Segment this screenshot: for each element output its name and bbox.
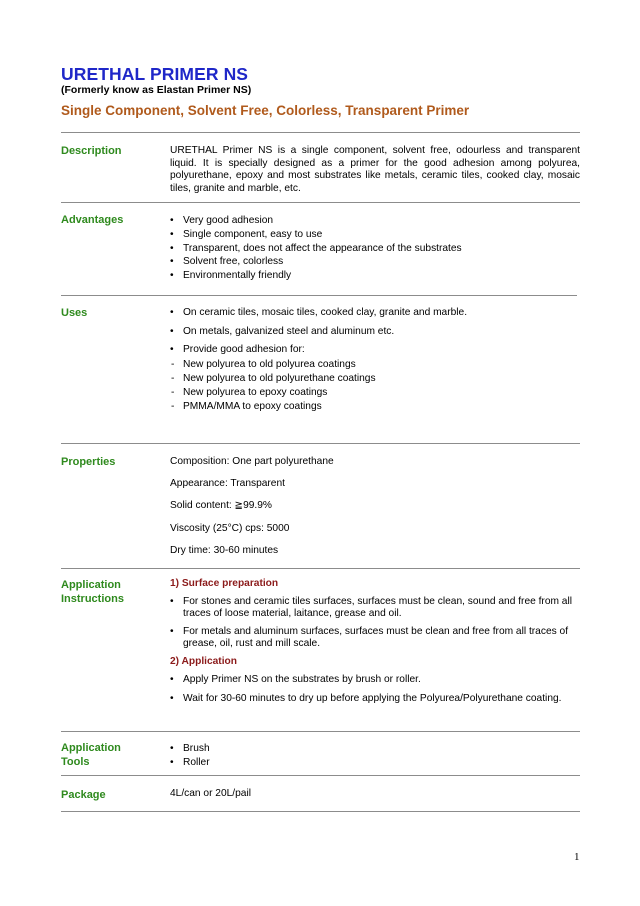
- application-tools-label: Application Tools: [61, 742, 121, 768]
- property-appearance: Appearance: Transparent: [170, 478, 285, 490]
- section-divider: [61, 132, 580, 133]
- section-divider: [61, 295, 577, 296]
- product-title: URETHAL PRIMER NS: [61, 64, 249, 84]
- list-item: - PMMA/MMA to epoxy coatings: [170, 400, 580, 414]
- list-item: • Environmentally friendly: [170, 269, 580, 283]
- section-divider: [61, 731, 580, 732]
- product-former-name: (Formerly know as Elastan Primer NS): [61, 84, 252, 96]
- list-item: • On ceramic tiles, mosaic tiles, cooked clay, granite and marble.: [170, 307, 580, 320]
- section-divider: [61, 202, 580, 203]
- list-item: • Wait for 30-60 minutes to dry up before applying the Polyurea/Polyurethane coating.: [170, 693, 580, 706]
- package-text: 4L/can or 20L/pail: [170, 788, 251, 799]
- list-item: • Apply Primer NS on the substrates by brush or roller.: [170, 674, 580, 687]
- advantages-list: [170, 214, 580, 283]
- property-solid-content: Solid content: ≧99.9%: [170, 500, 272, 512]
- list-item: - New polyurea to epoxy coatings: [170, 386, 580, 400]
- list-item: • Single component, easy to use: [170, 228, 580, 242]
- description-text: URETHAL Primer NS is a single component, solvent free, odourless and transparent liquid. It is specially designed as a primer for the good adhesion among polyurea, polyurethane, epoxy and most substrates like metals, ceramic tiles, cooked clay, mosaic tiles, granite and marble, etc.: [170, 145, 580, 194]
- uses-list: [170, 307, 580, 414]
- section-divider: [61, 775, 580, 776]
- package-label: Package: [61, 789, 106, 801]
- uses-label: Uses: [61, 307, 88, 319]
- description-label: Description: [61, 145, 122, 157]
- list-item: • Roller: [170, 756, 580, 770]
- section-divider: [61, 443, 580, 444]
- property-dry-time: Dry time: 30-60 minutes: [170, 544, 279, 556]
- list-item: - New polyurea to old polyurethane coatings: [170, 372, 580, 386]
- list-item: • Very good adhesion: [170, 214, 580, 228]
- product-tagline: Single Component, Solvent Free, Colorless, Transparent Primer: [61, 103, 470, 118]
- list-item: • For stones and ceramic tiles surfaces, surfaces must be clean, sound and free from all traces of loose material, laitance, grease and oil.: [170, 596, 580, 621]
- application-instructions-label: Application Instructions: [61, 579, 124, 605]
- advantages-label: Advantages: [61, 214, 124, 226]
- list-item: • Solvent free, colorless: [170, 255, 580, 269]
- list-item: • For metals and aluminum surfaces, surfaces must be clean and free from all traces of grease, oil, rust and mill scale.: [170, 626, 580, 651]
- application-instructions-content: [170, 578, 580, 706]
- property-viscosity: Viscosity (25°C) cps: 5000: [170, 522, 290, 534]
- list-item: • Transparent, does not affect the appearance of the substrates: [170, 242, 580, 256]
- section-divider: [61, 811, 580, 812]
- property-composition: Composition: One part polyurethane: [170, 456, 334, 467]
- application-heading: 2) Application: [170, 655, 237, 667]
- properties-list: [170, 456, 580, 557]
- list-item: • On metals, galvanized steel and aluminum etc.: [170, 326, 580, 339]
- list-item: - New polyurea to old polyurea coatings: [170, 358, 580, 372]
- list-item: • Provide good adhesion for:: [170, 344, 580, 357]
- surface-preparation-heading: 1) Surface preparation: [170, 578, 279, 589]
- page-number: 1: [574, 851, 580, 863]
- properties-label: Properties: [61, 456, 116, 468]
- application-tools-list: [170, 742, 580, 770]
- list-item: • Brush: [170, 742, 580, 756]
- section-divider: [61, 568, 580, 569]
